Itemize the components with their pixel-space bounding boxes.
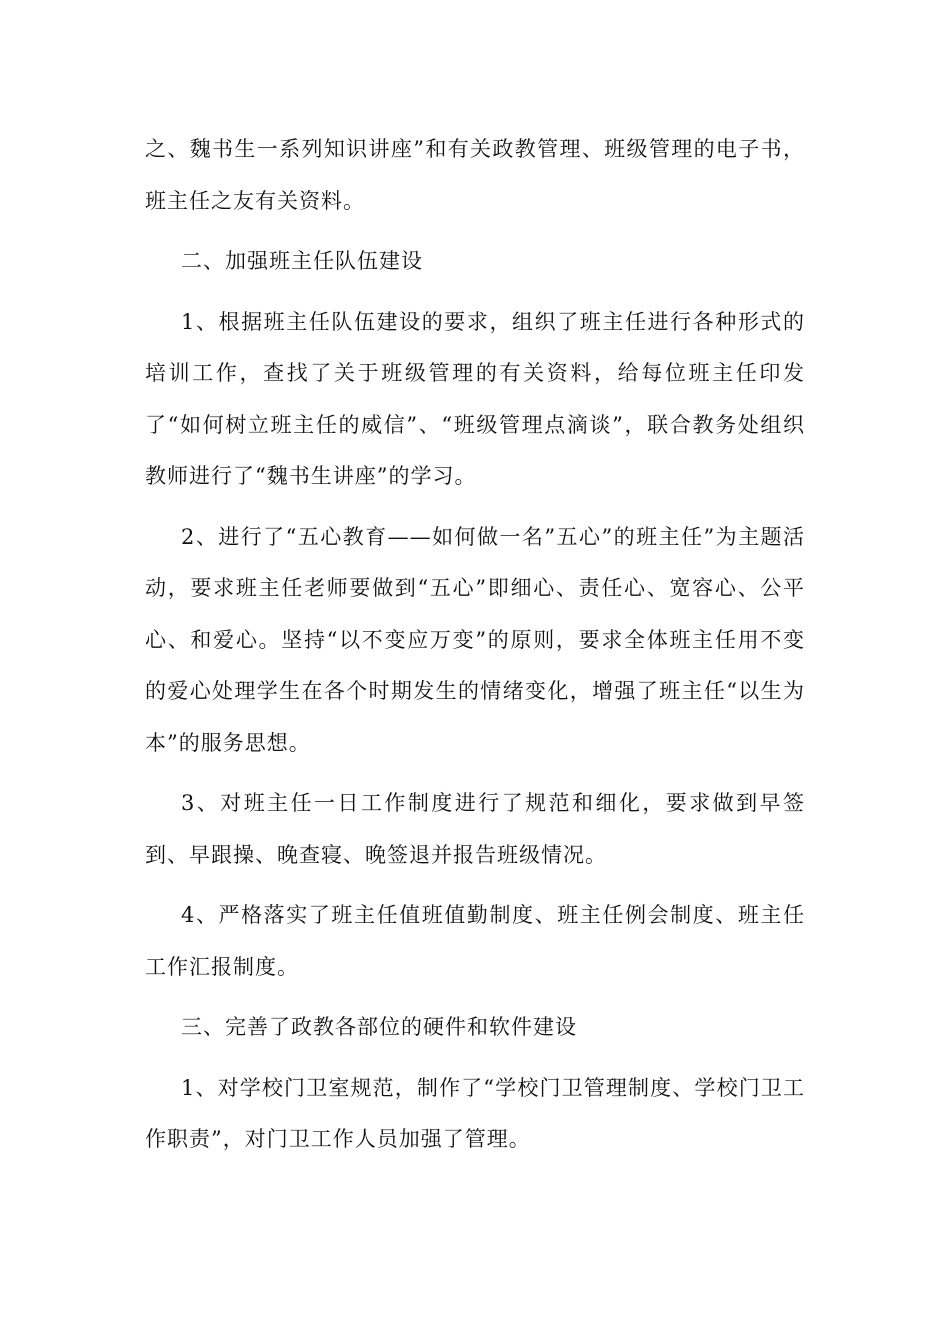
paragraph-gap bbox=[145, 769, 805, 778]
paragraph-gap bbox=[145, 1054, 805, 1063]
section-heading-3: 三、完善了政教各部位的硬件和软件建设 bbox=[181, 1015, 577, 1039]
paragraph-item-2-4: 4、严格落实了班主任值班值勤制度、班主任例会制度、班主任工作汇报制度。 bbox=[145, 903, 805, 979]
paragraph-item-3-1: 1、对学校门卫室规范，制作了“学校门卫管理制度、学校门卫工作职责”，对门卫工作人员加强了管理。 bbox=[145, 1075, 805, 1151]
paragraph-item-2-2: 2、进行了“五心教育——如何做一名”五心”的班主任”为主题活动，要求班主任老师要做到“五心”即细心、责任心、宽容心、公平心、和爱心。坚持“以不变应万变”的原则，要求全体班主任用不变的爱心处理学生在各个时期发生的情绪变化，增强了班主任“以生为本”的服务思想。 bbox=[145, 524, 805, 755]
document-body bbox=[145, 124, 805, 1166]
paragraph-continuation: 之、魏书生一系列知识讲座”和有关政教管理、班级管理的电子书，班主任之友有关资料。 bbox=[145, 137, 805, 213]
paragraph-gap bbox=[145, 993, 805, 1002]
paragraph-gap bbox=[145, 227, 805, 236]
paragraph-item-2-3: 3、对班主任一日工作制度进行了规范和细化，要求做到早签到、早跟操、晚查寝、晚签退并报告班级情况。 bbox=[145, 791, 805, 867]
section-heading-2: 二、加强班主任队伍建设 bbox=[181, 249, 423, 273]
paragraph-item-2-1: 1、根据班主任队伍建设的要求，组织了班主任进行各种形式的培训工作，查找了关于班级管理的有关资料，给每位班主任印发了“如何树立班主任的威信”、“班级管理点滴谈”，联合教务处组织教师进行了“魏书生讲座”的学习。 bbox=[145, 309, 805, 488]
paragraph-gap bbox=[145, 881, 805, 890]
paragraph-gap bbox=[145, 288, 805, 297]
paragraph-gap bbox=[145, 503, 805, 512]
